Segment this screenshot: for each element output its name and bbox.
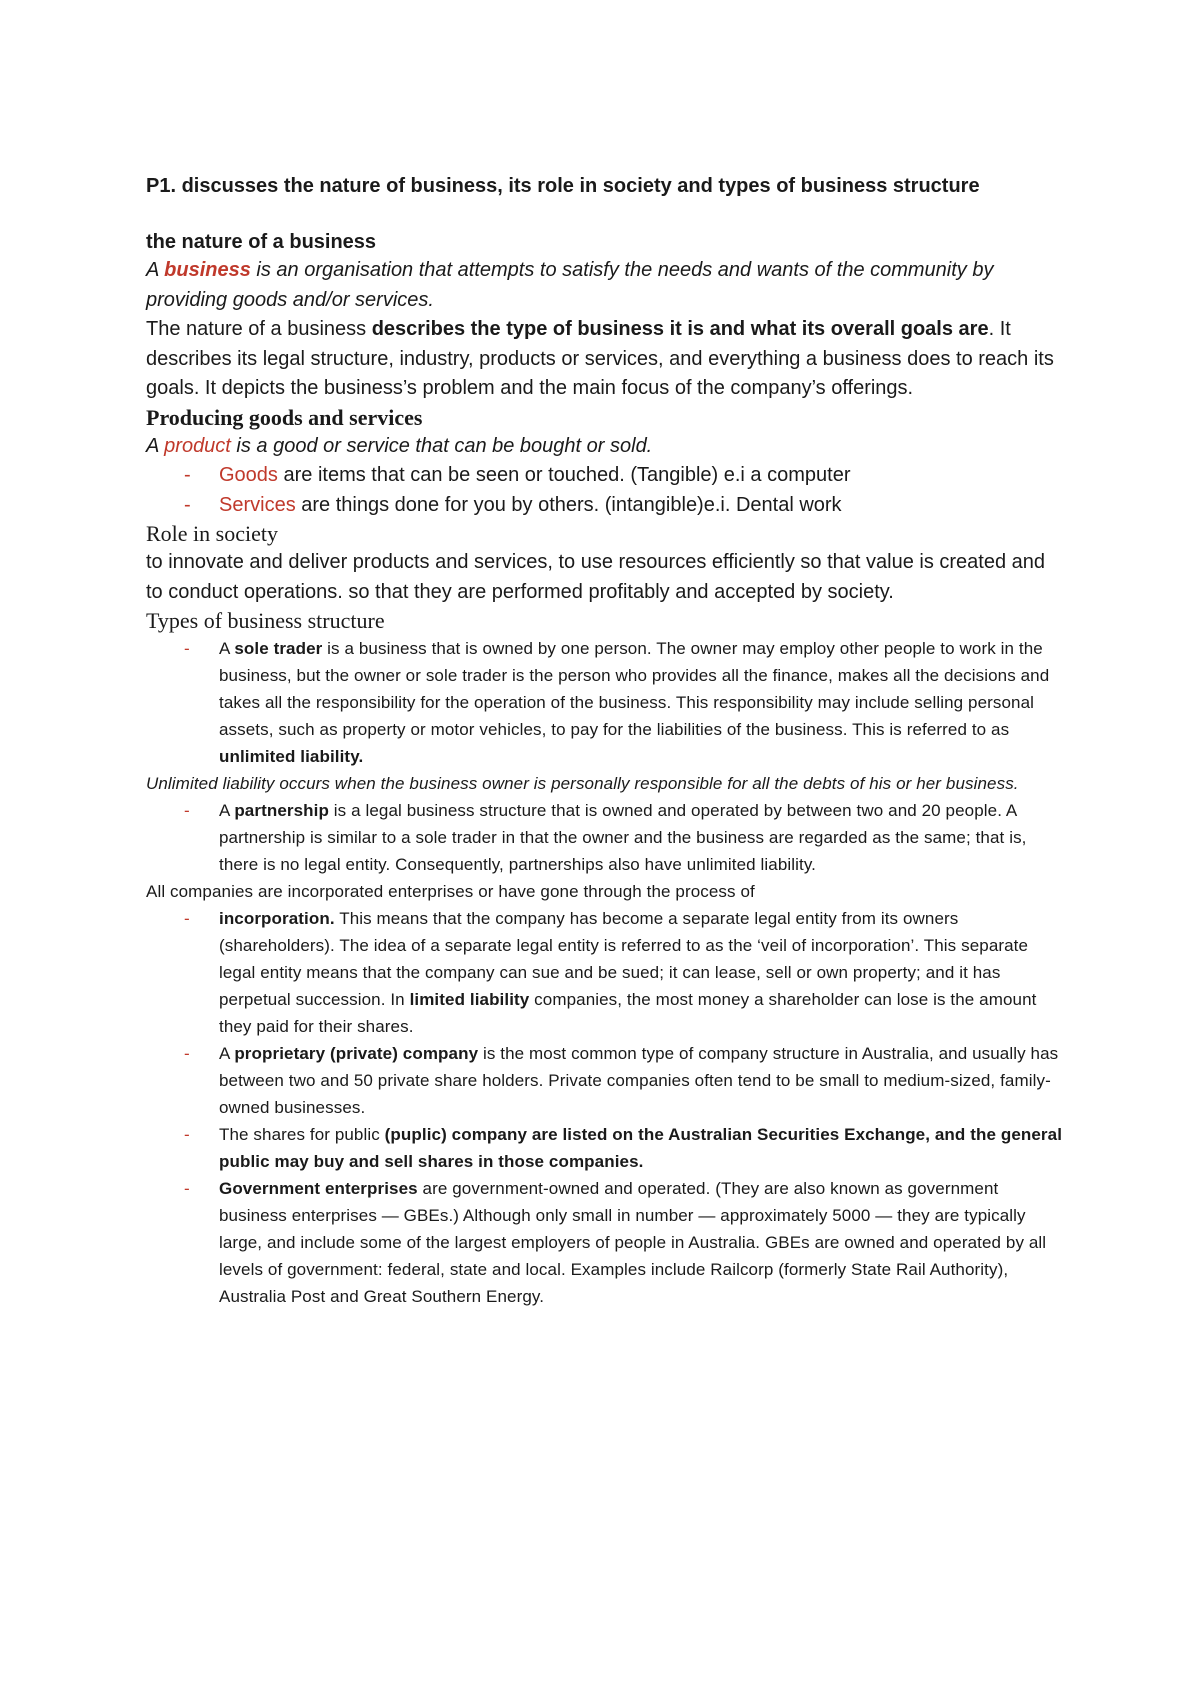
- list-item-partnership: [146, 797, 1066, 878]
- company-types-list: [146, 905, 1066, 1310]
- partner-text: is a legal business structure that is owned and operated by between two and 20 people. A partnership is similar to a sole trader in that the owner and the business are regarded as the same; that is, there is no legal entity. Consequently, partnerships also have unlimited liability.: [219, 801, 1027, 874]
- dash-bullet: -: [184, 1125, 190, 1144]
- dash-bullet: -: [184, 1179, 190, 1198]
- public-text-bold: (puplic) company are listed on the Australian Securities Exchange, and the general public may buy and sell shares in those companies.: [219, 1125, 1063, 1171]
- business-definition: [146, 256, 1066, 315]
- sole-text: is a business that is owned by one person. The owner may employ other people to work in the business, but the owner or sole trader is the person who provides all the finance, makes all the decisions and takes all the responsibility for the operation of the business. This responsibility may include selling personal assets, such as property or motor vehicles, to pay for the liabilities of the business. This is referred to as: [219, 639, 1050, 739]
- sole-article: A: [219, 639, 235, 658]
- partner-article: A: [219, 801, 235, 820]
- incorp-text-2: companies, the most money a shareholder can lose is the amount they paid for their shares.: [219, 990, 1037, 1036]
- term-unlimited-liability: unlimited liability.: [219, 747, 364, 766]
- term-limited-liability: limited liability: [409, 990, 530, 1009]
- heading-nature: the nature of a business: [146, 231, 377, 253]
- list-item-incorporation: [146, 905, 1066, 1040]
- partnership-list: [146, 797, 1066, 878]
- heading-producing: Producing goods and services: [146, 404, 423, 430]
- term-incorporation: incorporation.: [219, 909, 335, 928]
- term-proprietary-company: proprietary (private) company: [234, 1044, 479, 1063]
- goods-services-list: [146, 461, 1066, 520]
- nature-p-start: The nature of a business: [146, 318, 372, 340]
- nature-p-bold: describes the type of business it is and what its overall goals are: [371, 318, 989, 340]
- unlimited-liability-definition: Unlimited liability occurs when the business owner is personally responsible for all the debts of his or her business.: [146, 774, 1019, 793]
- term-goods: Goods: [219, 464, 278, 486]
- list-item-goods: [146, 461, 1066, 491]
- role-paragraph: to innovate and deliver products and services, to use resources efficiently so that value is created and to conduct operations. so that they are performed profitably and accepted by society.: [146, 551, 1046, 603]
- term-business: business: [164, 259, 251, 281]
- prop-text: is the most common type of company structure in Australia, and usually has between two and 50 private share holders. Private companies often tend to be small to medium-sized, family-owned businesses.: [219, 1044, 1059, 1117]
- dash-bullet: -: [184, 493, 191, 516]
- product-def-rest: is a good or service that can be bought or sold.: [230, 434, 653, 457]
- services-text: are things done for you by others. (intangible)e.i. Dental work: [295, 493, 842, 516]
- def-rest: is an organisation that attempts to satisfy the needs and wants of the community by providing goods and/or services.: [146, 259, 994, 311]
- gov-text: are government-owned and operated. (They are also known as government business enterprises — GBEs.) Although only small in number — approximately 5000 — they are typically large, and include some of the largest employers of people in Australia. GBEs are owned and operated by all levels of government: federal, state and local. Examples include Railcorp (formerly State Rail Authority), Australia Post and Great Southern Energy.: [219, 1179, 1047, 1306]
- dash-bullet: -: [184, 1044, 190, 1063]
- dash-bullet: -: [184, 639, 190, 658]
- term-partnership: partnership: [234, 801, 329, 820]
- document-title: P1. discusses the nature of business, its role in society and types of business structure: [146, 175, 980, 197]
- heading-role: Role in society: [146, 521, 278, 546]
- heading-types: Types of business structure: [146, 608, 385, 633]
- sole-trader-list: [146, 635, 1066, 770]
- product-definition: [146, 432, 1066, 462]
- public-text-start: The shares for public: [219, 1125, 385, 1144]
- dash-bullet: -: [184, 909, 190, 928]
- list-item-services: [146, 491, 1066, 521]
- goods-text: are items that can be seen or touched. (Tangible) e.i a computer: [277, 464, 851, 486]
- term-sole-trader: sole trader: [234, 639, 323, 658]
- dash-bullet: -: [184, 464, 191, 486]
- dash-bullet: -: [184, 801, 190, 820]
- companies-intro: All companies are incorporated enterprises or have gone through the process of: [146, 882, 755, 901]
- document-body: [146, 172, 1066, 1310]
- nature-p-end: . It describes its legal structure, industry, products or services, and everything a business does to reach its goals. It depicts the business’s problem and the main focus of the company’s offerings.: [146, 318, 1054, 399]
- term-services: Services: [219, 493, 296, 516]
- incorp-text-1: This means that the company has become a separate legal entity from its owners (shareholders). The idea of a separate legal entity is referred to as the ‘veil of incorporation’. This separate legal entity means that the company can sue and be sued; it can lease, sell or own property; and it has perpetual succession. In: [219, 909, 1029, 1009]
- product-def-article: A: [146, 434, 165, 457]
- def-article: A: [146, 259, 165, 281]
- nature-paragraph: [146, 315, 1066, 404]
- list-item-proprietary: [146, 1040, 1066, 1121]
- prop-article: A: [219, 1044, 235, 1063]
- term-government-enterprises: Government enterprises: [219, 1179, 418, 1198]
- list-item-sole-trader: [146, 635, 1066, 770]
- list-item-government: [146, 1175, 1066, 1310]
- term-product: product: [164, 434, 231, 457]
- list-item-public-company: [146, 1121, 1066, 1175]
